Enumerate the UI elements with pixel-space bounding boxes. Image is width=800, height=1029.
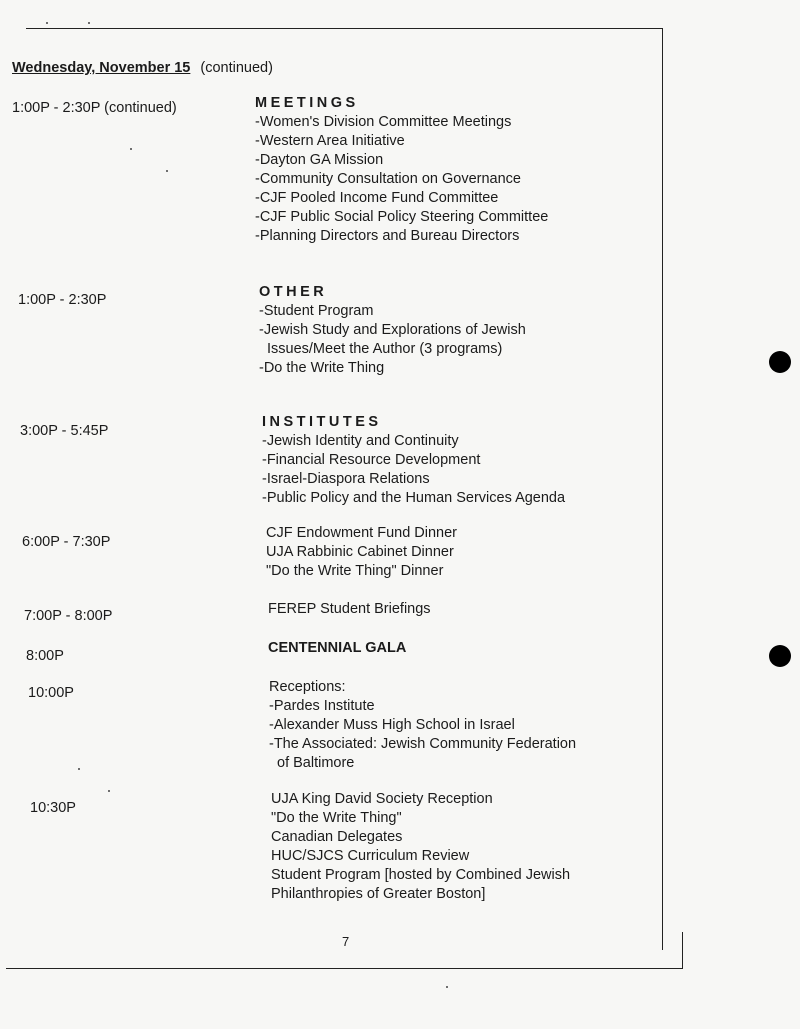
frame-right-rule (662, 28, 663, 950)
agenda-item: of Baltimore (277, 755, 355, 771)
page-number: 7 (342, 934, 350, 949)
section-heading: INSTITUTES (262, 414, 382, 430)
agenda-item: "Do the Write Thing" Dinner (266, 563, 444, 579)
agenda-item: -Dayton GA Mission (255, 152, 384, 168)
agenda-item: -Community Consultation on Governance (255, 171, 521, 187)
agenda-block-briefings (268, 600, 431, 619)
time-slot: 8:00P (26, 648, 64, 664)
agenda-item: -The Associated: Jewish Community Federation (269, 736, 577, 752)
time-slot: 1:00P - 2:30P (18, 292, 107, 308)
agenda-item: -Jewish Study and Explorations of Jewish (259, 322, 526, 338)
agenda-block-gala (268, 639, 406, 658)
continued-label: (continued) (200, 60, 273, 76)
agenda-item: Receptions: (269, 679, 346, 695)
punch-hole-top (769, 351, 791, 373)
agenda-block-other (259, 283, 526, 378)
agenda-item: Canadian Delegates (271, 829, 403, 845)
agenda-block-meetings (255, 94, 548, 246)
agenda-item: -Western Area Initiative (255, 133, 405, 149)
time-slot: 6:00P - 7:30P (22, 534, 111, 550)
agenda-item: -Women's Division Committee Meetings (255, 114, 512, 130)
agenda-item: Philanthropies of Greater Boston] (271, 886, 486, 902)
agenda-block-institutes (262, 413, 565, 508)
scan-speck (130, 148, 132, 150)
agenda-item: CENTENNIAL GALA (268, 640, 407, 656)
agenda-item: CJF Endowment Fund Dinner (266, 525, 457, 541)
day-title: Wednesday, November 15 (12, 60, 191, 76)
time-slot: 3:00P - 5:45P (20, 423, 109, 439)
agenda-item: -Student Program (259, 303, 374, 319)
agenda-item: Student Program [hosted by Combined Jewish (271, 867, 571, 883)
time-slot: 10:30P (30, 800, 76, 816)
time-slot: 1:00P - 2:30P (continued) (12, 100, 177, 116)
scan-speck (78, 768, 80, 770)
frame-bottom-right-rule (682, 932, 683, 969)
agenda-item: FEREP Student Briefings (268, 601, 431, 617)
agenda-item: -Pardes Institute (269, 698, 375, 714)
scan-speck (166, 170, 168, 172)
agenda-item: -Do the Write Thing (259, 360, 385, 376)
agenda-item: -CJF Public Social Policy Steering Committee (255, 209, 549, 225)
punch-hole-bottom (769, 645, 791, 667)
scan-speck (108, 790, 110, 792)
scan-speck (446, 986, 448, 988)
section-heading: MEETINGS (255, 95, 359, 111)
scan-speck (46, 22, 48, 24)
frame-bottom-rule (6, 968, 682, 969)
agenda-item: -Public Policy and the Human Services Agenda (262, 490, 566, 506)
agenda-block-dinners (266, 524, 457, 581)
agenda-item: Issues/Meet the Author (3 programs) (267, 341, 503, 357)
agenda-item: -Alexander Muss High School in Israel (269, 717, 515, 733)
agenda-block-receptions (269, 678, 576, 773)
scan-speck (88, 22, 90, 24)
time-slot: 10:00P (28, 685, 74, 701)
agenda-item: -Israel-Diaspora Relations (262, 471, 430, 487)
agenda-item: -Financial Resource Development (262, 452, 481, 468)
agenda-block-late (271, 790, 570, 904)
agenda-item: -Planning Directors and Bureau Directors (255, 228, 520, 244)
time-slot: 7:00P - 8:00P (24, 608, 113, 624)
page-header (12, 60, 273, 76)
frame-top-rule (26, 28, 662, 29)
agenda-item: -CJF Pooled Income Fund Committee (255, 190, 499, 206)
section-heading: OTHER (259, 284, 328, 300)
agenda-item: UJA King David Society Reception (271, 791, 493, 807)
agenda-item: "Do the Write Thing" (271, 810, 402, 826)
agenda-item: UJA Rabbinic Cabinet Dinner (266, 544, 454, 560)
agenda-item: HUC/SJCS Curriculum Review (271, 848, 470, 864)
agenda-item: -Jewish Identity and Continuity (262, 433, 459, 449)
